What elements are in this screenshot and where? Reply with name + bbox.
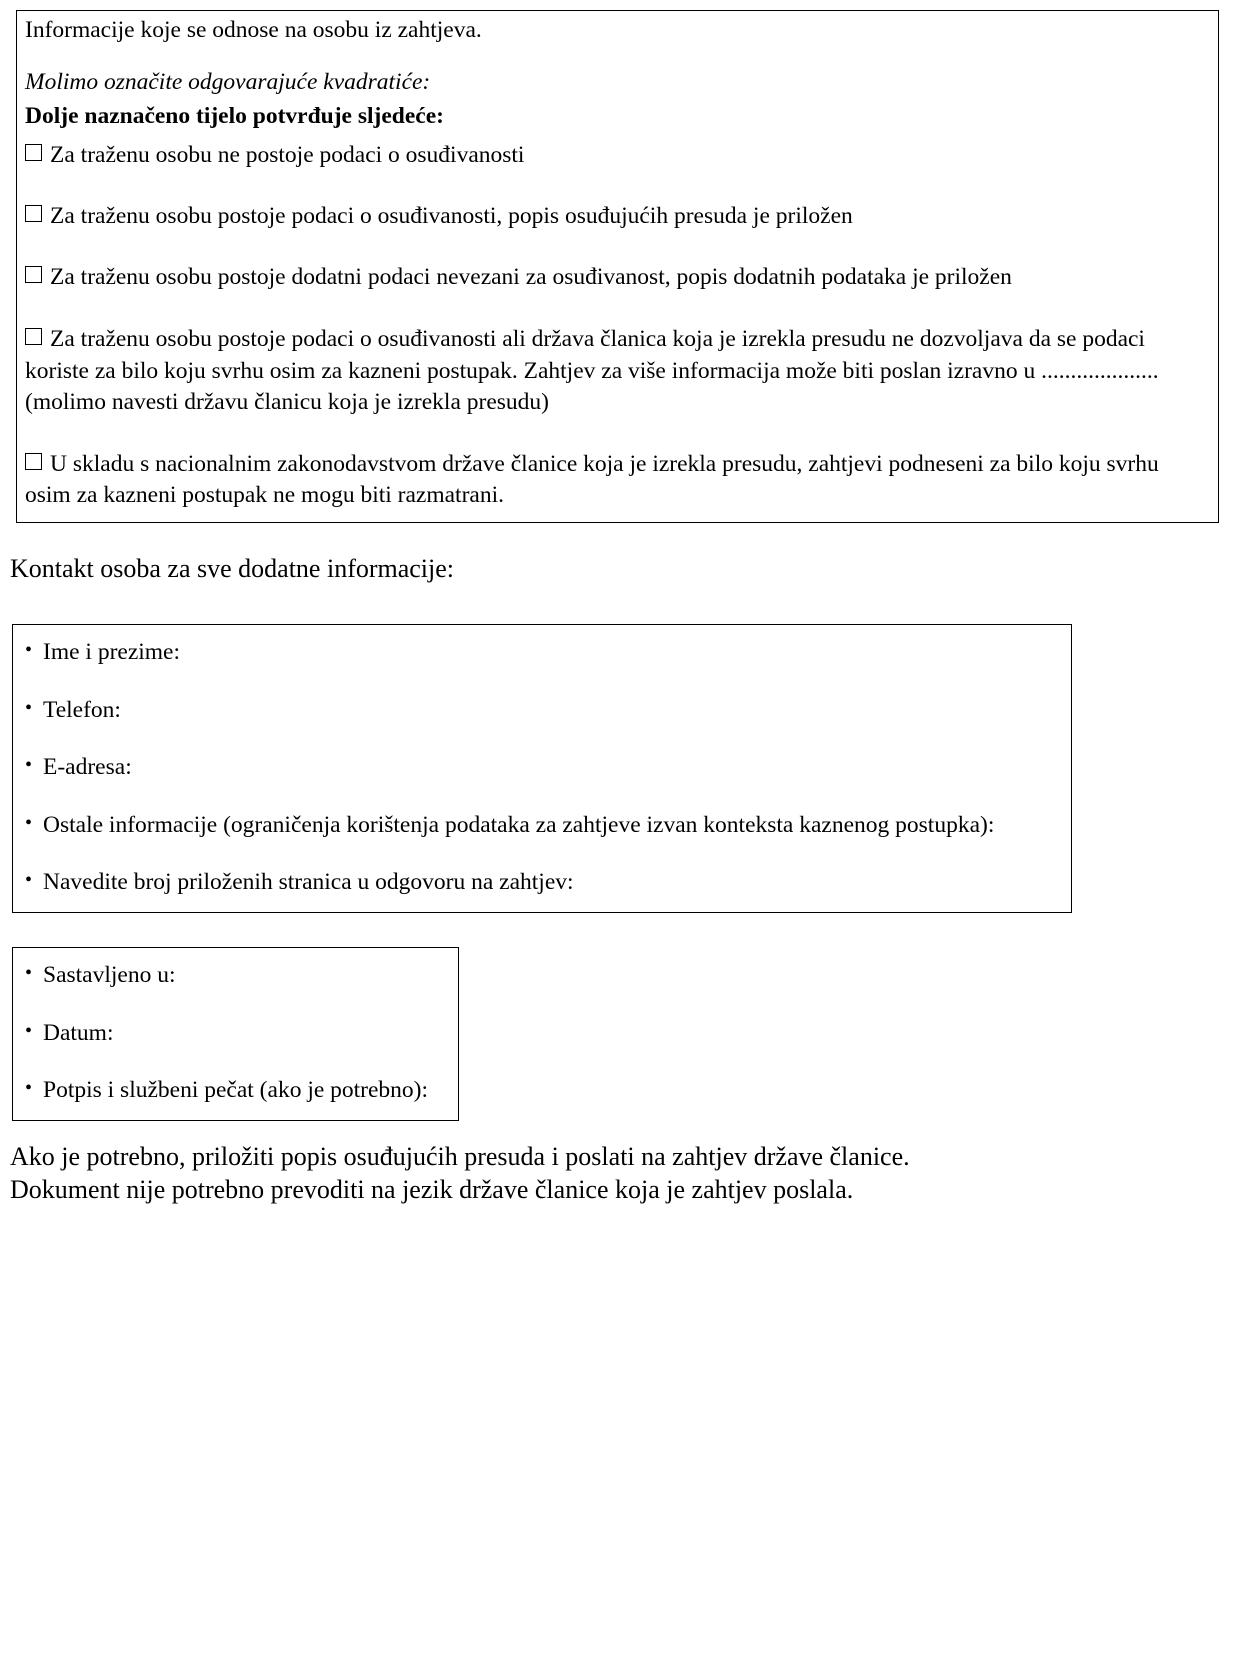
checkbox-option-1[interactable] [25, 140, 1210, 171]
checkbox-option-1-label: Za traženu osobu ne postoje podaci o osuđivanosti [50, 141, 525, 168]
checkbox-icon[interactable] [25, 144, 42, 161]
contact-details-box [12, 624, 1072, 913]
checkbox-icon[interactable] [25, 205, 42, 222]
signature-box [12, 947, 459, 1121]
footer-note-line1: Ako je potrebno, priložiti popis osuđujućih presuda i poslati na zahtjev države članice. [10, 1142, 910, 1171]
checkbox-option-5-label: U skladu s nacionalnim zakonodavstvom države članice koja je izrekla presudu, zahtjevi podneseni za bilo koju svrhu osim za kazneni postupak ne mogu biti razmatrani. [25, 451, 1159, 509]
checkbox-option-2[interactable] [25, 201, 1210, 232]
footer-note-line2: Dokument nije potrebno prevoditi na jezik države članice koja je zahtjev poslala. [10, 1175, 854, 1205]
declarations-box [16, 10, 1219, 523]
signature-field-date[interactable]: • Datum: [23, 1018, 448, 1049]
footer-note [10, 1140, 1210, 1207]
contact-field-page-count[interactable]: • Navedite broj priloženih stranica u odgovoru na zahtjev: [23, 867, 1061, 898]
checkbox-option-5[interactable] [25, 449, 1210, 512]
signature-field-place[interactable]: • Sastavljeno u: [23, 960, 448, 991]
contact-heading: Kontakt osoba za sve dodatne informacije: [10, 554, 455, 583]
checkbox-icon[interactable] [25, 266, 42, 283]
signature-field-signature[interactable]: • Potpis i službeni pečat (ako je potrebno): [23, 1075, 448, 1106]
intro-text: Informacije koje se odnose na osobu iz zahtjeva. [25, 17, 482, 43]
contact-field-other-info[interactable]: • Ostale informacije (ograničenja korištenja podataka za zahtjeve izvan konteksta kaznenog postupka): [23, 810, 1061, 841]
checkbox-option-4[interactable] [25, 324, 1210, 418]
checkbox-icon[interactable] [25, 453, 42, 470]
checkbox-icon[interactable] [25, 328, 42, 345]
checkbox-option-4-label: Za traženu osobu postoje podaci o osuđivanosti ali država članica koja je izrekla presudu ne dozvoljava da se podaci koriste za bilo koju svrhu osim za kazneni postupak. Zahtjev za više informacija može biti poslan izravno u .................... (molimo navesti državu članicu koja je izrekla presudu) [25, 326, 1159, 415]
contact-field-phone[interactable]: • Telefon: [23, 695, 1061, 726]
checkbox-option-3[interactable] [25, 262, 1210, 293]
contact-field-email[interactable]: • E-adresa: [23, 752, 1061, 783]
checkbox-option-3-label: Za traženu osobu postoje dodatni podaci nevezani za osuđivanost, popis dodatnih podataka je priložen [50, 264, 1012, 291]
instruction-italic: Molimo označite odgovarajuće kvadratiće: [25, 68, 431, 95]
checkbox-option-2-label: Za traženu osobu postoje podaci o osuđivanosti, popis osuđujućih presuda je priložen [50, 202, 853, 229]
instruction-bold: Dolje naznačeno tijelo potvrđuje sljedeće: [25, 103, 444, 130]
contact-field-name[interactable]: • Ime i prezime: [23, 637, 1061, 668]
